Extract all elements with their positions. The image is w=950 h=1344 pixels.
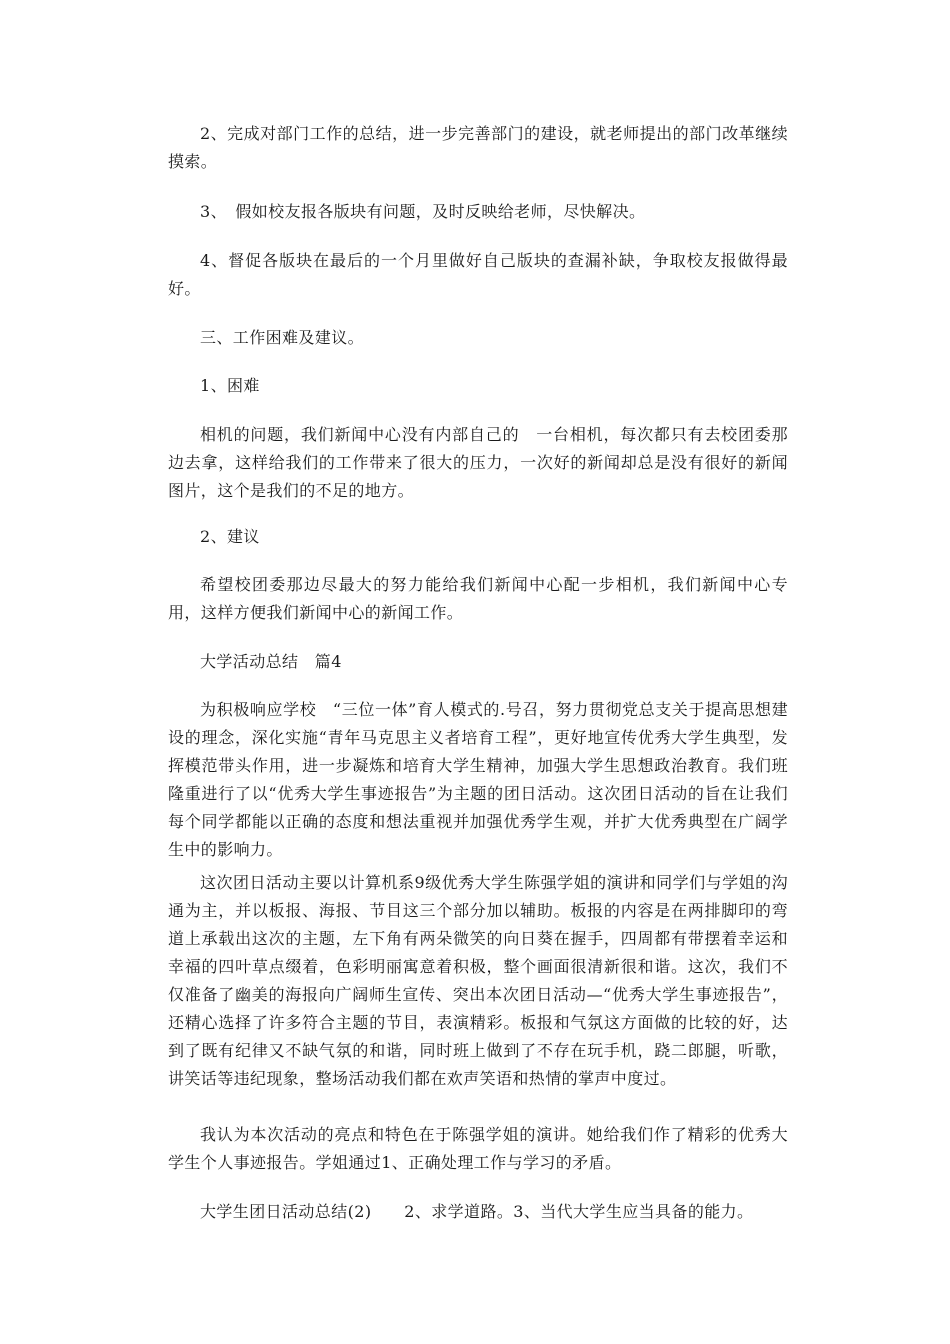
section-heading-difficulties: 三、工作困难及建议。 <box>200 328 365 347</box>
paragraph-highlight: 我认为本次活动的亮点和特色在于陈强学姐的演讲。她给我们作了精彩的优秀大学生个人事迹报告。学姐通过1、正确处理工作与学习的矛盾。 <box>168 1125 788 1172</box>
paragraph-dept-summary: 2、完成对部门工作的总结，进一步完善部门的建设，就老师提出的部门改革继续摸索。 <box>168 124 788 171</box>
paragraph-activity-intro: 为积极响应学校 “三位一体”育人模式的.号召，努力贯彻党总支关于提高思想建设的理念，深化实施“青年马克思主义者培育工程”，更好地宣传优秀大学生典型，发挥模范带头作用，进一步凝炼和培育大学生精神，加强大学生思想政治教育。我们班隆重进行了以“优秀大学生事迹报告”为主题的团日活动。这次团日活动的旨在让我们每个同学都能以正确的态度和想法重视并加强优秀学生观，并扩大优秀典型在广阔学生中的影响力。 <box>168 700 788 859</box>
subheading-difficulty: 1、困难 <box>200 376 260 395</box>
paragraph-activity-details: 这次团日活动主要以计算机系9级优秀大学生陈强学姐的演讲和同学们与学姐的沟通为主，并以板报、海报、节目这三个部分加以辅助。板报的内容是在两排脚印的弯道上承载出这次的主题，左下角有两朵微笑的向日葵在握手，四周都有带摆着幸运和幸福的四叶草点缀着，色彩明丽寓意着积极，整个画面很清新很和谐。这次，我们不仅准备了幽美的海报向广阔师生宣传、突出本次团日活动—“优秀大学生事迹报告”，还精心选择了许多符合主题的节目，表演精彩。板报和气氛这方面做的比较的好，达到了既有纪律又不缺气氛的和谐，同时班上做到了不存在玩手机，跷二郎腿，听歌，讲笑话等违纪现象，整场活动我们都在欢声笑语和热情的掌声中度过。 <box>168 873 788 1088</box>
paragraph-check-gaps: 4、督促各版块在最后的一个月里做好自己版块的查漏补缺，争取校友报做得最好。 <box>168 251 788 298</box>
paragraph-report-problems: 3、 假如校友报各版块有问题，及时反映给老师，尽快解决。 <box>200 202 646 221</box>
paragraph-footer-line: 大学生团日活动总结(2) 2、求学道路。3、当代大学生应当具备的能力。 <box>200 1202 754 1221</box>
paragraph-camera-problem: 相机的问题，我们新闻中心没有内部自己的 一台相机，每次都只有去校团委那边去拿，这样给我们的工作带来了很大的压力，一次好的新闻却总是没有很好的新闻图片，这个是我们的不足的地方。 <box>168 425 788 500</box>
article-title: 大学活动总结 篇4 <box>200 652 342 671</box>
paragraph-suggestion: 希望校团委那边尽最大的努力能给我们新闻中心配一步相机，我们新闻中心专用，这样方便我们新闻中心的新闻工作。 <box>168 575 788 622</box>
subheading-suggestion: 2、建议 <box>200 527 260 546</box>
